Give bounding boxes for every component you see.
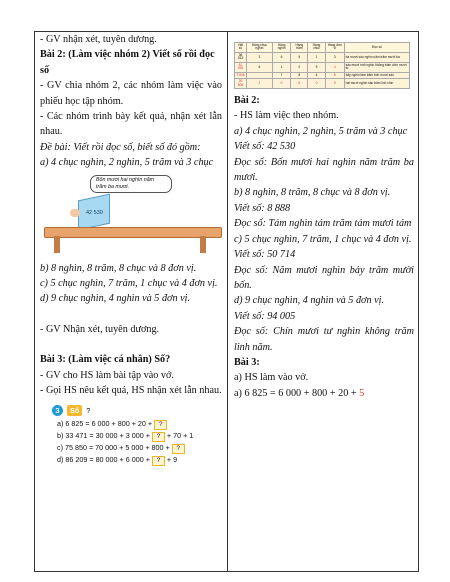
- table-header: Viết số: [235, 43, 247, 53]
- table-header: Đọc số: [344, 43, 409, 53]
- exercise-number-badge: 3: [52, 405, 63, 416]
- answer-value: 5: [359, 387, 365, 399]
- answer-box: ?: [152, 456, 165, 466]
- text-line: - HS làm việc theo nhóm.: [234, 110, 339, 122]
- answer-box: ?: [154, 420, 167, 430]
- text-line: Đề bài: Viết rồi đọc số, biết số đó gồm:: [40, 141, 201, 153]
- text-line: d) 9 chục nghìn, 4 nghìn và 5 đơn vị.: [234, 295, 385, 307]
- text-line: - GV Nhận xét, tuyên dương.: [40, 323, 160, 335]
- table-row: 36 513 3 6 5 1 3 ba mươi sáu nghìn năm trăm mười ba: [235, 52, 410, 62]
- text-line: - Gọi HS nêu kết quả, HS nhận xét lẫn nhau.: [40, 385, 222, 397]
- desk-leg: [200, 236, 206, 253]
- exercise-heading: Bài 3: (Làm việc cá nhân) Số?: [40, 354, 171, 366]
- text-line: - GV nhận xét, tuyên dương.: [40, 34, 157, 45]
- text-line: c) 5 chục nghìn, 7 trăm, 1 chục và 4 đơn vị.: [234, 233, 412, 245]
- speech-bubble: Bốn mươi hai nghìn năm trăm ba mươi.: [90, 175, 172, 193]
- table-header: Hàng trăm: [291, 43, 308, 53]
- exercise-label: Số: [67, 405, 82, 416]
- table-header: Hàng nghìn: [272, 43, 291, 53]
- table-row: 20 609 2 0 6 0 9 hai mươi nghìn sáu trăm linh chín: [235, 79, 410, 89]
- teacher-column: [40, 32, 222, 466]
- answer-box: ?: [172, 444, 185, 454]
- lesson-page: [34, 31, 419, 572]
- text-line: Viết số: 94 005: [234, 310, 296, 322]
- exercise-row: a) 6 825 = 6 000 + 800 + 20 + ?: [52, 418, 222, 430]
- text-line: Viết số: 42 530: [234, 141, 296, 153]
- text-line: Viết số: 8 888: [234, 202, 291, 214]
- text-line: Đọc số: Năm mươi nghìn bảy trăm mười bốn.: [234, 264, 414, 291]
- column-divider: [227, 32, 228, 571]
- table-row: 7 846 7 8 4 6 bảy nghìn tám trăm bốn mươi sáu: [235, 72, 410, 78]
- text-line: b) 8 nghìn, 8 trăm, 8 chục và 8 đơn vị.: [234, 187, 391, 199]
- table-header: Hàng chục: [308, 43, 325, 53]
- desk-illustration: [40, 175, 220, 253]
- exercise-heading: Bài 3:: [234, 356, 260, 368]
- table-header: Hàng chục nghìn: [246, 43, 272, 53]
- text-line: a) HS làm vào vở.: [234, 372, 309, 384]
- hand-icon: [70, 209, 80, 217]
- text-line: Đọc số: Bốn mươi hai nghìn năm trăm ba mươi.: [234, 156, 414, 184]
- text-line: c) 5 chục nghìn, 7 trăm, 1 chục và 4 đơn vị.: [40, 278, 218, 290]
- text-line: a) 6 825 = 6 000 + 800 + 20 + 5: [234, 387, 365, 399]
- text-line: Viết số: 50 714: [234, 249, 296, 261]
- text-line: Đọc số: Tám nghìn tám trăm tám mươi tám: [234, 218, 412, 230]
- exercise-row: b) 33 471 = 30 000 + 3 000 + ? + 70 + 1: [57, 430, 194, 440]
- exercise-heading: Bài 2: (Làm việc nhóm 2) Viết số rồi đọc số: [40, 49, 215, 76]
- table-header: Hàng đơn vị: [325, 43, 344, 53]
- text-line: d) 9 chục nghìn, 4 nghìn và 5 đơn vị.: [40, 293, 191, 305]
- student-column: [234, 32, 414, 401]
- desk-leg: [54, 236, 60, 253]
- text-line: - GV chia nhóm 2, các nhóm làm việc vào phiếu học tập nhóm.: [40, 80, 222, 107]
- text-line: b) 8 nghìn, 8 trăm, 8 chục và 8 đơn vị.: [40, 262, 197, 274]
- question-mark: ?: [86, 405, 91, 415]
- board-number: 42 530: [86, 209, 103, 216]
- table-row: 61 094 6 1 0 9 4 sáu mươi mốt nghìn không trăm chín mươi tư: [235, 62, 410, 72]
- exercise-row: c) 75 850 = 70 000 + 5 000 + 800 + ?: [52, 442, 222, 454]
- answer-box: ?: [152, 432, 165, 442]
- desk-top: [44, 227, 222, 238]
- text-line: - GV cho HS làm bài tập vào vở.: [40, 369, 174, 381]
- text-line: a) 4 chục nghìn, 2 nghìn, 5 trăm và 3 chục: [234, 125, 408, 137]
- exercise-heading: Bài 2:: [234, 95, 260, 107]
- place-value-table: [234, 42, 410, 89]
- exercise-row: d) 86 209 = 80 000 + 6 000 + ? + 9: [57, 454, 178, 464]
- exercise-box: [40, 405, 222, 466]
- text-line: a) 4 chục nghìn, 2 nghìn, 5 trăm và 3 chục: [40, 157, 214, 169]
- text-line: Đọc số: Chín mươi tư nghìn không trăm linh năm.: [234, 326, 414, 353]
- text-line: - Các nhóm trình bày kết quả, nhận xét lẫn nhau.: [40, 111, 222, 138]
